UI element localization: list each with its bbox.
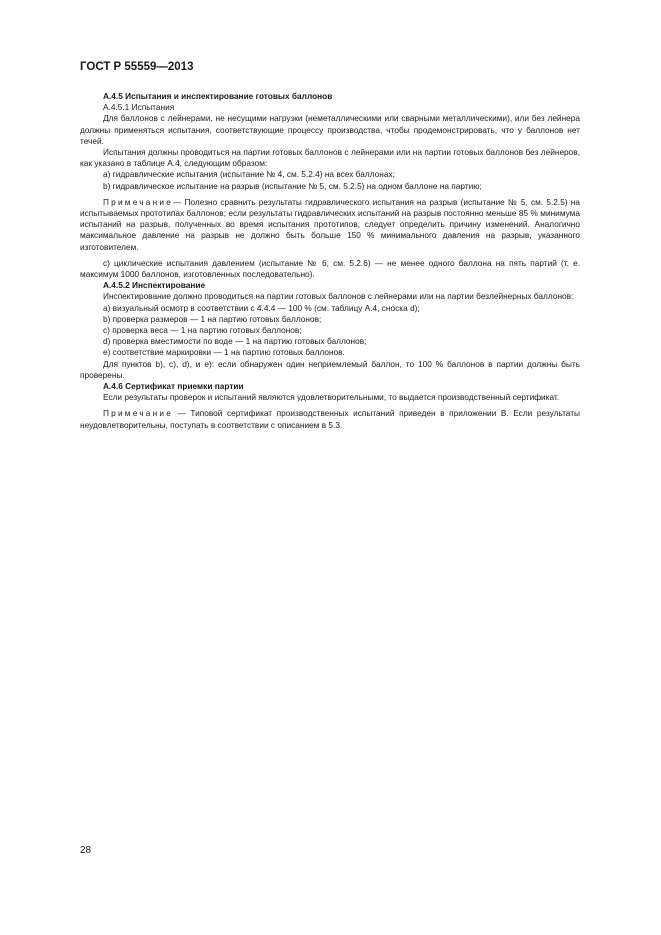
document-body bbox=[80, 91, 580, 431]
section-heading-a46: А.4.6 Сертификат приемки партии bbox=[103, 381, 244, 392]
list-item: с) циклические испытания давлением (испытание № 6, см. 5.2.6) — не менее одного баллона на пять партий (т. е. максимум 1000 баллонов, изготовленных последовательно). bbox=[80, 257, 580, 280]
paragraph: Если результаты проверок и испытаний являются удовлетворительными, то выдается производственный сертификат. bbox=[103, 392, 560, 403]
subsection-heading-a451: А.4.5.1 Испытания bbox=[103, 102, 175, 113]
list-item: а) гидравлические испытания (испытание № 4, см. 5.2.4) на всех баллонах; bbox=[103, 169, 395, 180]
list-item: е) соответствие маркировки — 1 на партию готовых баллонов. bbox=[103, 347, 345, 358]
section-heading-a45: А.4.5 Испытания и инспектирование готовых баллонов bbox=[103, 91, 333, 101]
page-number: 28 bbox=[80, 845, 92, 856]
note-label: Примечание bbox=[103, 196, 174, 207]
note bbox=[80, 408, 580, 430]
list-item: b) проверка размеров — 1 на партию готовых баллонов; bbox=[103, 313, 322, 324]
list-item: с) проверка веса — 1 на партию готовых баллонов; bbox=[103, 325, 302, 336]
subsection-heading-a452: А.4.5.2 Инспектирование bbox=[103, 280, 206, 291]
note-text: — Полезно сравнить результаты гидравлического испытания на разрыв (испытание № 5, см. 5.2.5) на испытываемых прототипах баллонов; если результаты гидравлических испытаний на разрыв постоянно меньше 85 % минимума испытаний на разрыв, полученных во время испытания прототипов, следует определить причину изменений. Аналогично максимальное давление на разрыв не должно быть больше 150 % минимального давления на разрыв, указанного изготовителем. bbox=[80, 196, 580, 252]
paragraph: Для пунктов b), с), d), и е): если обнаружен один неприемлемый баллон, то 100 % баллонов в партии должны быть проверены. bbox=[80, 358, 580, 380]
paragraph: Инспектирование должно проводиться на партии готовых баллонов с лейнерами или на партии безлейнерных баллонов: bbox=[103, 291, 574, 302]
note-text: — Типовой сертификат производственных испытаний приведен в приложении В. Если результаты неудовлетворительны, поступать в соответствии с описанием в 5.3. bbox=[80, 408, 580, 430]
list-item: b) гидравлическое испытание на разрыв (испытание № 5, см. 5.2.5) на одном баллоне на партию; bbox=[103, 180, 482, 191]
note bbox=[80, 197, 580, 253]
paragraph: Для баллонов с лейнерами, не несущими нагрузки (неметаллическими или сварными металлическими), или без лейнера должны применяться испытания, соответствующие процессу производства, чтобы продемонстрировать, что у баллонов нет течей. bbox=[80, 113, 580, 146]
document-id: ГОСТ Р 55559—2013 bbox=[80, 61, 194, 73]
list-item: d) проверка вместимости по воде — 1 на партию готовых баллонов; bbox=[103, 336, 367, 347]
paragraph: Испытания должны проводиться на партии готовых баллонов с лейнерами или на партии готовых баллонов без лейнеров, как указано в таблице А.4, следующим образом: bbox=[80, 147, 580, 169]
list-item: а) визуальный осмотр в соответствии с 4.4.4 — 100 % (см. таблицу А.4, сноска d); bbox=[103, 302, 420, 313]
note-label: Примечание bbox=[103, 408, 174, 419]
